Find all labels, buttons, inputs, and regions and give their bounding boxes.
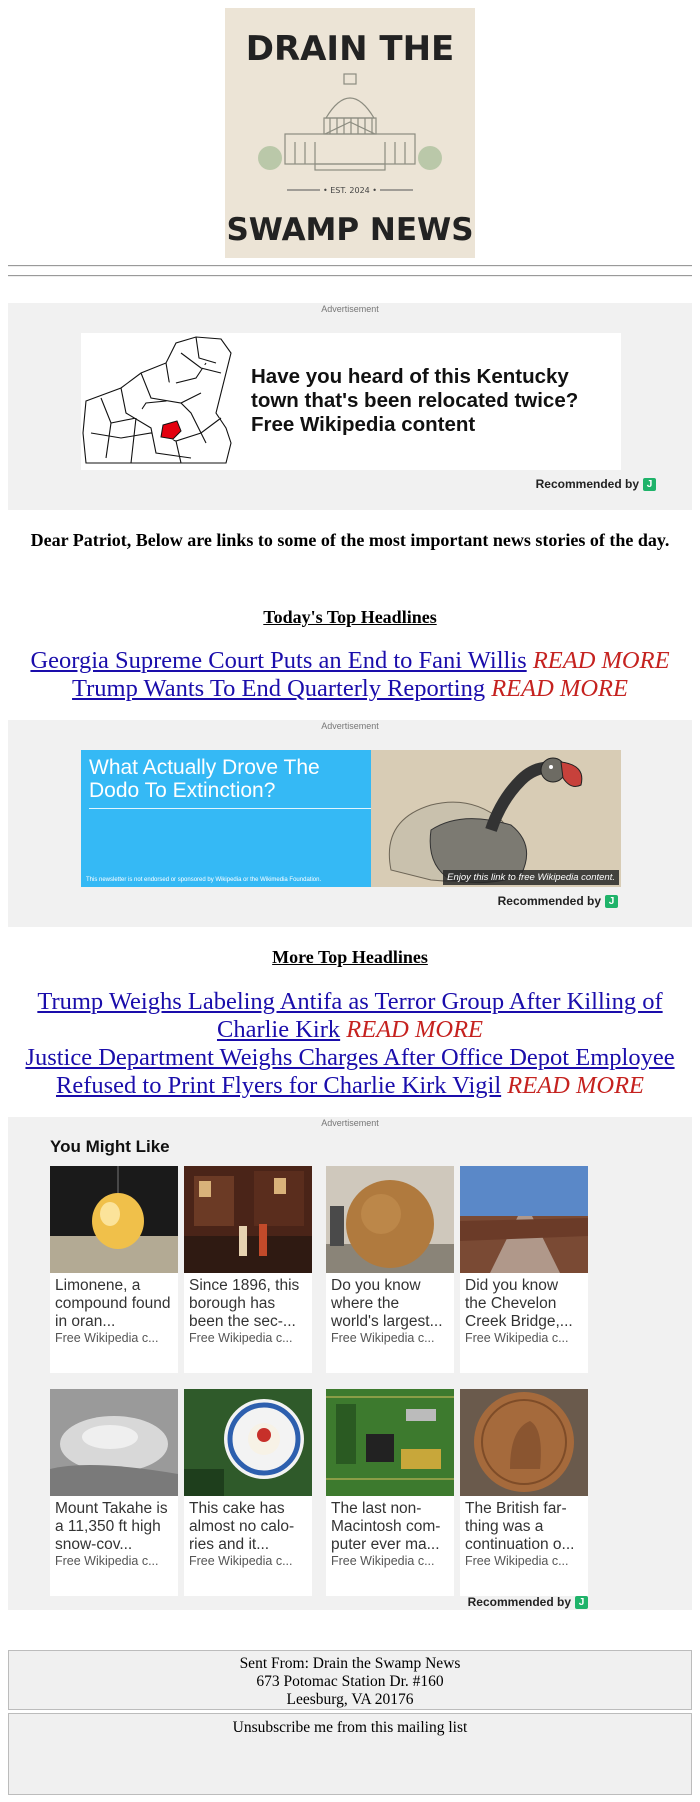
card-image bbox=[50, 1389, 178, 1496]
recommended-by[interactable] bbox=[468, 1595, 588, 1609]
recommender-logo-icon: J bbox=[605, 895, 618, 908]
card-source: Free Wikipedia c... bbox=[465, 1331, 569, 1345]
read-more-link[interactable]: READ MORE bbox=[507, 1072, 645, 1099]
logo-est-text: • EST. 2024 • bbox=[322, 186, 378, 195]
todays-headlines-list bbox=[8, 647, 692, 703]
recommendation-card[interactable] bbox=[326, 1166, 454, 1373]
card-caption: The British far-thing was a continuation o... bbox=[465, 1500, 575, 1553]
card-source: Free Wikipedia c... bbox=[331, 1331, 435, 1345]
circuit-board-image-icon bbox=[326, 1389, 454, 1496]
recommendation-card[interactable] bbox=[184, 1166, 312, 1373]
bridge-image-icon bbox=[460, 1166, 588, 1273]
recommendation-card[interactable] bbox=[460, 1389, 588, 1596]
card-image bbox=[184, 1389, 312, 1496]
card-caption: This cake has almost no calo-ries and it... bbox=[189, 1500, 295, 1553]
card-source: Free Wikipedia c... bbox=[331, 1554, 435, 1568]
recommended-by-label: Recommended by bbox=[497, 894, 601, 908]
ad-divider bbox=[89, 808, 379, 809]
footer-street: 673 Potomac Station Dr. #160 bbox=[256, 1673, 444, 1690]
card-source: Free Wikipedia c... bbox=[55, 1331, 159, 1345]
recommender-logo-icon: J bbox=[575, 1596, 588, 1609]
dodo-illustration bbox=[371, 750, 621, 887]
recommended-by[interactable] bbox=[498, 894, 618, 908]
recommender-logo-icon: J bbox=[643, 478, 656, 491]
advertisement-you-might-like bbox=[8, 1117, 692, 1610]
advertisement-kentucky bbox=[8, 303, 692, 510]
recommendation-card[interactable] bbox=[50, 1389, 178, 1596]
recommendation-card[interactable] bbox=[460, 1166, 588, 1373]
advertisement-dodo bbox=[8, 720, 692, 927]
kentucky-ad-banner[interactable] bbox=[81, 333, 621, 470]
card-source: Free Wikipedia c... bbox=[465, 1554, 569, 1568]
newsletter-logo bbox=[225, 8, 475, 258]
headline-link[interactable]: Trump Wants To End Quarterly Reporting bbox=[72, 675, 486, 702]
limonene-image-icon bbox=[50, 1166, 178, 1273]
card-caption: Do you know where the world's largest... bbox=[331, 1277, 443, 1330]
card-image bbox=[326, 1389, 454, 1496]
footer-city: Leesburg, VA 20176 bbox=[286, 1691, 414, 1708]
headline-link[interactable]: Justice Department Weighs Charges After Office Depot Employee Refused to Print Flyers for Charlie Kirk Vigil bbox=[25, 1044, 675, 1099]
mount-takahe-image-icon bbox=[50, 1389, 178, 1496]
card-caption: Did you know the Chevelon Creek Bridge,... bbox=[465, 1277, 573, 1330]
capitol-logo-graphic bbox=[225, 8, 475, 258]
todays-top-headlines-heading: Today's Top Headlines bbox=[263, 607, 437, 627]
headline-link[interactable]: Georgia Supreme Court Puts an End to Fani Willis bbox=[30, 647, 527, 674]
you-might-like-title: You Might Like bbox=[50, 1137, 170, 1156]
card-source: Free Wikipedia c... bbox=[189, 1331, 293, 1345]
ad-caption: Enjoy this link to free Wikipedia content. bbox=[443, 870, 619, 885]
ad-label: Advertisement bbox=[321, 721, 379, 731]
dodo-ad-banner[interactable] bbox=[81, 750, 621, 887]
headline-item bbox=[8, 988, 692, 1044]
card-source: Free Wikipedia c... bbox=[189, 1554, 293, 1568]
headline-link[interactable]: Trump Weighs Labeling Antifa as Terror Group After Killing of Charlie Kirk bbox=[37, 988, 663, 1043]
borough-image-icon bbox=[184, 1166, 312, 1273]
read-more-link[interactable]: READ MORE bbox=[346, 1016, 484, 1043]
dodo-ad-title: What Actually Drove The Dodo To Extinction? bbox=[89, 756, 320, 802]
card-source: Free Wikipedia c... bbox=[55, 1554, 159, 1568]
more-headlines-list bbox=[8, 988, 692, 1100]
card-image bbox=[184, 1166, 312, 1273]
recommendation-card[interactable] bbox=[50, 1166, 178, 1373]
kentucky-ad-text: Have you heard of this Kentucky town that's been relocated twice? Free Wikipedia content bbox=[251, 365, 579, 436]
logo-bottom-text: SWAMP NEWS bbox=[226, 212, 474, 248]
farthing-coin-image-icon bbox=[460, 1389, 588, 1496]
divider bbox=[8, 265, 692, 267]
card-caption: The last non-Macintosh com-puter ever ma... bbox=[331, 1500, 441, 1553]
headline-item bbox=[8, 675, 692, 703]
divider bbox=[8, 275, 692, 277]
read-more-link[interactable]: READ MORE bbox=[491, 675, 628, 702]
twine-ball-image-icon bbox=[326, 1166, 454, 1273]
card-image bbox=[460, 1389, 588, 1496]
recommended-by-label: Recommended by bbox=[467, 1595, 571, 1609]
card-caption: Limonene, a compound found in oran... bbox=[55, 1277, 171, 1330]
recommendation-card[interactable] bbox=[184, 1389, 312, 1596]
recommended-by[interactable] bbox=[536, 477, 656, 491]
card-image bbox=[460, 1166, 588, 1273]
kentucky-map-icon bbox=[81, 333, 251, 470]
footer-unsubscribe-box bbox=[8, 1713, 692, 1795]
unsubscribe-link[interactable]: Unsubscribe me from this mailing list bbox=[232, 1719, 468, 1736]
dodo-bird-icon bbox=[371, 750, 621, 887]
card-caption: Since 1896, this borough has been the sec-... bbox=[189, 1277, 300, 1330]
greeting-text: Dear Patriot, Below are links to some of the most important news stories of the day. bbox=[30, 530, 670, 550]
recommended-by-label: Recommended by bbox=[535, 477, 639, 491]
ad-disclaimer: This newsletter is not endorsed or sponsored by Wikipedia or the Wikimedia Foundation. bbox=[86, 877, 322, 883]
card-image bbox=[50, 1166, 178, 1273]
headline-item bbox=[8, 1044, 692, 1100]
ad-label: Advertisement bbox=[321, 304, 379, 314]
cake-image-icon bbox=[184, 1389, 312, 1496]
headline-item bbox=[8, 647, 692, 675]
footer-sender: Sent From: Drain the Swamp News bbox=[239, 1655, 461, 1672]
logo-top-text: DRAIN THE bbox=[245, 29, 455, 69]
recommendation-card[interactable] bbox=[326, 1389, 454, 1596]
read-more-link[interactable]: READ MORE bbox=[532, 647, 670, 674]
card-caption: Mount Takahe is a 11,350 ft high snow-cov... bbox=[55, 1500, 168, 1553]
footer-address bbox=[8, 1650, 692, 1710]
more-top-headlines-heading: More Top Headlines bbox=[272, 947, 428, 967]
ad-label: Advertisement bbox=[321, 1118, 379, 1128]
card-image bbox=[326, 1166, 454, 1273]
